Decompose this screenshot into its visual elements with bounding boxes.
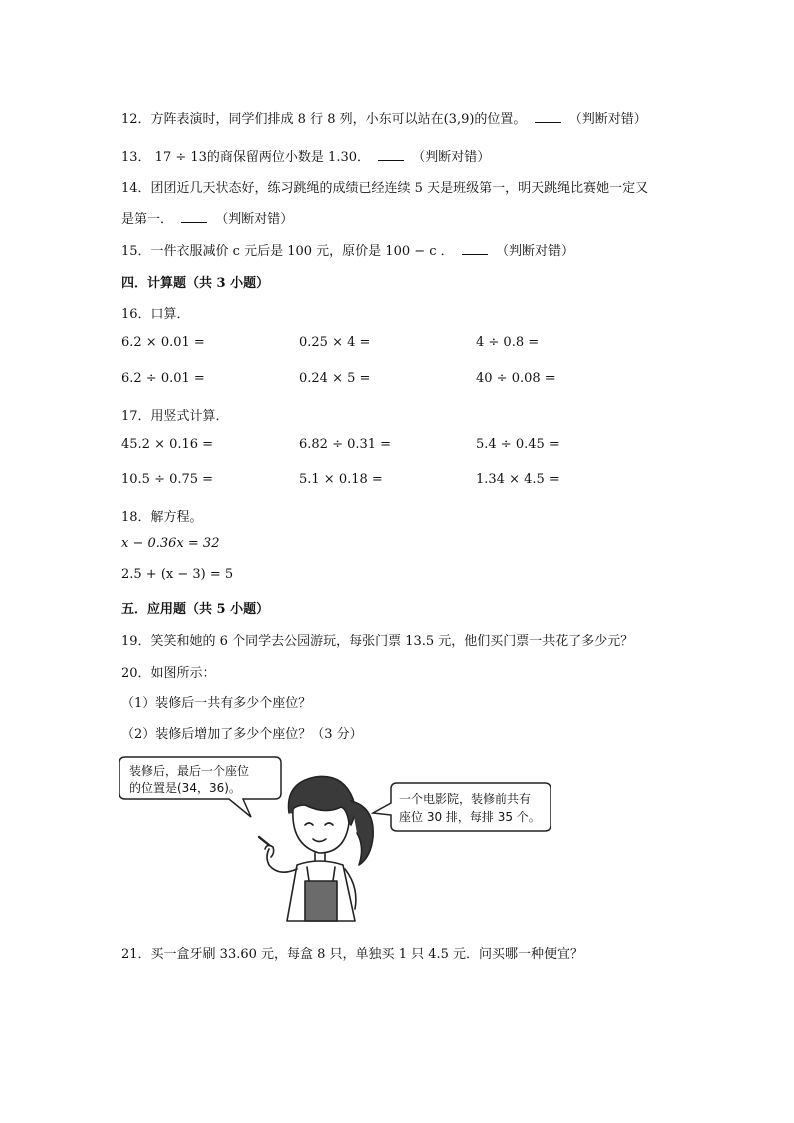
q14-line1: 14．团团近几天状态好，练习跳绳的成绩已经连续 5 天是班级第一，明天跳绳比赛她一定又 <box>121 181 649 196</box>
q14-line2: 是第一． <box>121 212 174 227</box>
q17-item: 5.1 × 0.18 = <box>299 472 383 487</box>
answer-blank[interactable] <box>535 110 561 123</box>
question-12 <box>121 108 647 127</box>
q18-title: 18．解方程。 <box>121 510 203 525</box>
answer-blank[interactable] <box>378 148 404 161</box>
right-speech-bubble <box>373 783 551 831</box>
q20-sub-2: （2）装修后增加了多少个座位？（3 分） <box>121 727 363 742</box>
answer-blank[interactable] <box>181 210 207 223</box>
section-5-heading: 五．应用题（共 5 小题） <box>121 602 270 617</box>
q12-text: 12．方阵表演时，同学们排成 8 行 8 列，小东可以站在(3,9)的位置。 <box>121 112 527 127</box>
q20-sub-1: （1）装修后一共有多少个座位？ <box>121 696 312 711</box>
q17-item: 1.34 × 4.5 = <box>476 472 560 487</box>
q16-item: 0.25 × 4 = <box>299 335 371 350</box>
q13-tail: （判断对错） <box>412 150 491 165</box>
q12-tail: （判断对错） <box>568 112 647 127</box>
q20-title: 20．如图所示： <box>121 666 216 681</box>
q17-item: 10.5 ÷ 0.75 = <box>121 472 214 487</box>
q13-text: 13． 17 ÷ 13的商保留两位小数是 1.30． <box>121 150 370 165</box>
cinema-figure <box>119 753 551 931</box>
section-4-heading: 四．计算题（共 3 小题） <box>121 276 270 291</box>
left-bubble-line-2: 的位置是(34，36)。 <box>129 781 241 795</box>
q17-item: 45.2 × 0.16 = <box>121 437 214 452</box>
q17-item: 6.82 ÷ 0.31 = <box>299 437 392 452</box>
question-21: 21．买一盒牙刷 33.60 元，每盒 8 只，单独买 1 只 4.5 元．问买哪一种便宜？ <box>121 947 584 962</box>
answer-blank[interactable] <box>462 242 488 255</box>
q16-item: 6.2 ÷ 0.01 = <box>121 371 205 386</box>
q17-item: 5.4 ÷ 0.45 = <box>476 437 560 452</box>
question-13 <box>121 146 490 165</box>
q18-equation-1: x − 0.36x = 32 <box>121 536 220 551</box>
question-15 <box>121 240 574 259</box>
q18-equation-2: 2.5 + (x − 3) = 5 <box>121 567 234 582</box>
q15-tail: （判断对错） <box>495 244 574 259</box>
question-19: 19．笑笑和她的 6 个同学去公园游玩，每张门票 13.5 元，他们买门票一共花了多少元？ <box>121 634 634 649</box>
left-bubble-line-1: 装修后，最后一个座位 <box>129 764 250 778</box>
q16-item: 0.24 × 5 = <box>299 371 371 386</box>
question-14-line1 <box>121 177 648 196</box>
q16-item: 40 ÷ 0.08 = <box>476 371 556 386</box>
q17-title: 17．用竖式计算． <box>121 409 229 424</box>
q16-item: 4 ÷ 0.8 = <box>476 335 540 350</box>
right-bubble-line-2: 座位 30 排，每排 35 个。 <box>399 810 541 824</box>
q15-text: 15．一件衣服减价 c 元后是 100 元，原价是 100 − c ． <box>121 244 454 259</box>
left-speech-bubble <box>119 757 281 817</box>
q16-title: 16．口算． <box>121 307 190 322</box>
q14-tail: （判断对错） <box>215 212 294 227</box>
right-bubble-line-1: 一个电影院，装修前共有 <box>399 792 532 806</box>
question-14-line2 <box>121 208 293 227</box>
q16-item: 6.2 × 0.01 = <box>121 335 205 350</box>
